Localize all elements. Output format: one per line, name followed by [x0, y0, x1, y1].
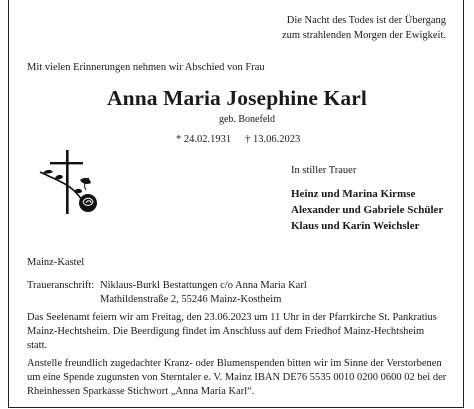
donation-line-2: um eine Spende zugunsten von Sterntaler e. V. Mainz IBAN DE76 5535 0010 0200 0600 02 bei der: [27, 372, 447, 383]
mourners-list: [291, 186, 443, 234]
motto: [282, 13, 446, 43]
mourning-heading: In stiller Trauer: [291, 165, 357, 176]
birth-date: * 24.02.1931: [176, 134, 232, 145]
mourner-name: Klaus und Karin Weichsler: [291, 220, 420, 232]
place: Mainz-Kastel: [27, 257, 85, 268]
death-date: † 13.06.2023: [245, 134, 301, 145]
address-line-2: Mathildenstraße 2, 55246 Mainz-Kostheim: [100, 294, 282, 305]
life-dates: [176, 134, 300, 145]
intro-text: Mit vielen Erinnerungen nehmen wir Abschied von Frau: [27, 62, 265, 73]
service-line-2: Mainz-Hechtsheim. Die Beerdigung findet im Anschluss auf dem Friedhof Mainz-Hechtsheim: [27, 326, 425, 337]
deceased-name: Anna Maria Josephine Karl: [107, 86, 367, 110]
donation-line-3: Rheinhessen Sparkasse Stichwort „Anna Maria Karl“.: [27, 386, 255, 397]
mourner-name: Alexander und Gabriele Schüler: [291, 204, 444, 216]
service-paragraph: [27, 311, 437, 353]
service-line-3: statt.: [27, 340, 48, 351]
motto-line-1: Die Nacht des Todes ist der Übergang: [286, 15, 446, 26]
cross-with-rose-icon: [36, 150, 108, 221]
mourner-name: Heinz und Marina Kirmse: [291, 188, 416, 200]
birth-name: geb. Bonefeld: [218, 114, 276, 125]
donation-paragraph: [27, 357, 446, 399]
address-line-1: Niklaus-Burkl Bestattungen c/o Anna Maria Karl: [100, 280, 307, 291]
address-label: Traueranschrift:: [27, 280, 95, 291]
service-line-1: Das Seelenamt feiern wir am Freitag, den 23.06.2023 um 11 Uhr in der Pfarrkirche St. Pankratius: [27, 312, 437, 323]
motto-line-2: zum strahlenden Morgen der Ewigkeit.: [282, 30, 446, 41]
donation-line-1: Anstelle freundlich zugedachter Kranz- oder Blumenspenden bitten wir im Sinne der Verstorbenen: [27, 358, 442, 369]
